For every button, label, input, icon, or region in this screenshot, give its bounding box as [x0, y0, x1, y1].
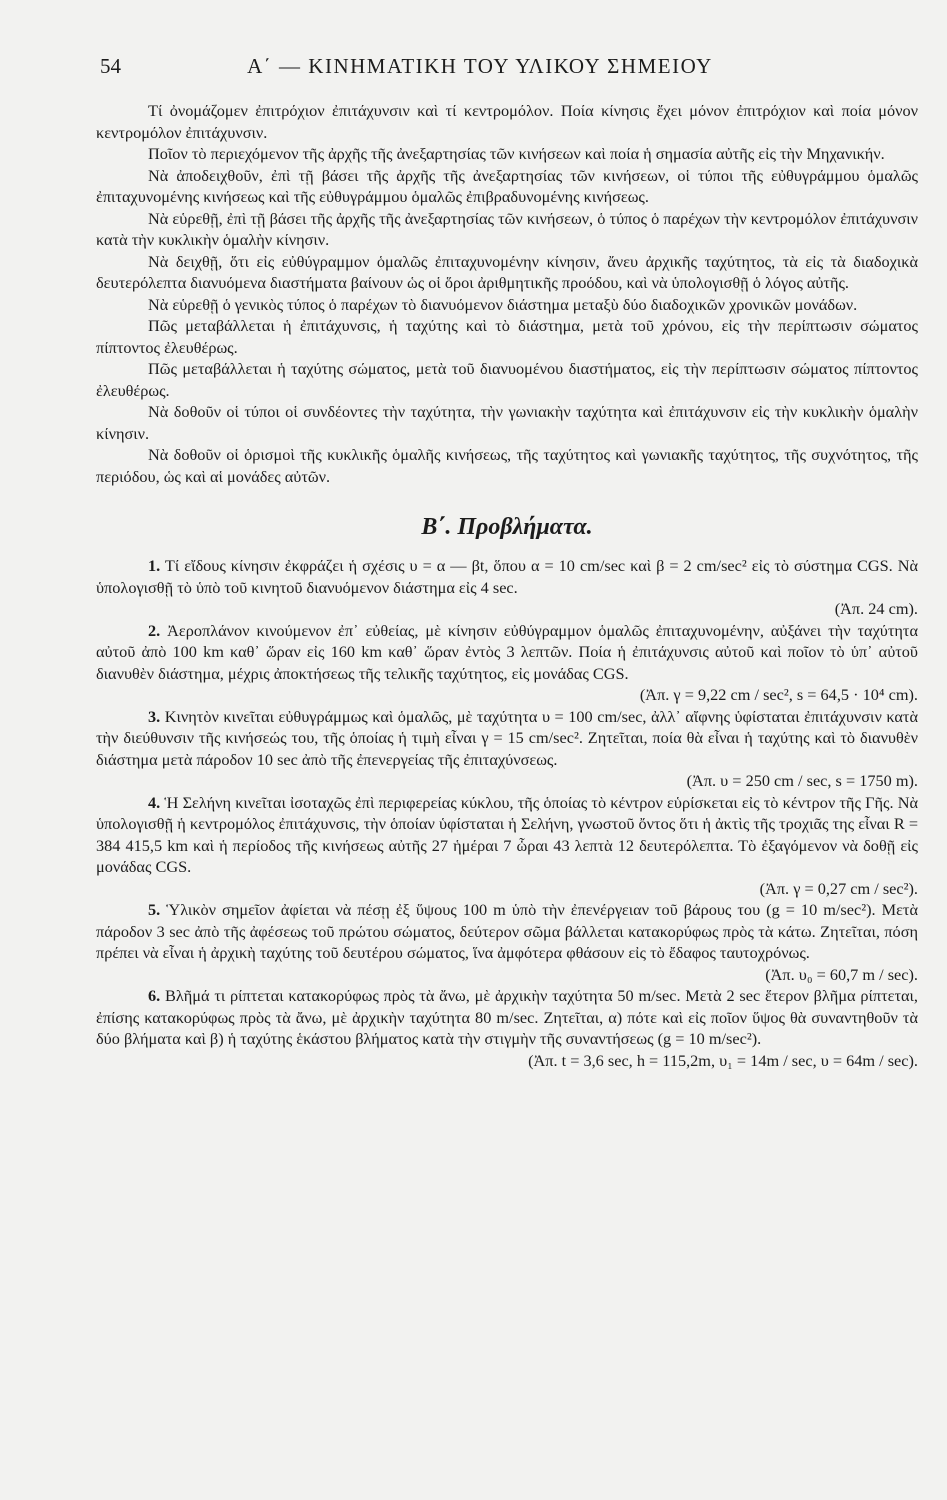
question-paragraph: Τί ὀνομάζομεν ἐπιτρόχιον ἐπιτάχυνσιν καὶ τί κεντρομόλον. Ποία κίνησις ἔχει μόνον ἐπιτρόχιον καὶ ποία μόνον κεντρομόλον ἐπιτάχυνσιν. [96, 101, 918, 142]
problem-number: 3. [148, 706, 161, 726]
problem-6 [96, 985, 918, 1050]
problem-answer: (Ἀπ. υ₀ = 60,7 m / sec). [765, 964, 918, 984]
problem-1 [96, 555, 918, 598]
problem-text: Κινητὸν κινεῖται εὐθυγράμμως καὶ ὁμαλῶς, μὲ ταχύτητα υ = 100 cm/sec, ἀλλ᾽ αἴφνης ὑφίσταται ἐπιτάχυνσιν κατὰ τὴν διεύθυνσιν τῆς κινήσεώς του, τῆς ὁποίας ἡ τιμὴ εἶναι γ = 15 cm/sec². Ζητεῖται, ποία θὰ εἶναι ἡ ταχύτης καὶ τὸ διανυθὲν διάστημα μετὰ πάροδον 10 sec ἀπὸ τῆς ἐπενεργείας τῆς ἐπιταχύνσεως. [96, 706, 919, 769]
running-title: Α΄ — ΚΙΝΗΜΑΤΙΚΗ ΤΟΥ ΥΛΙΚΟΥ ΣΗΜΕΙΟΥ [247, 54, 713, 78]
question-paragraph: Ποῖον τὸ περιεχόμενον τῆς ἀρχῆς τῆς ἀνεξαρτησίας τῶν κινήσεων καὶ ποία ἡ σημασία αὐτῆς εἰς τὴν Μηχανικήν. [148, 144, 885, 163]
question-paragraph: Νὰ δειχθῇ, ὅτι εἰς εὐθύγραμμον ὁμαλῶς ἐπιταχυνομένην κίνησιν, ἄνευ ἀρχικῆς ταχύτητος, τὰ εἰς τὰ διαδοχικὰ δευτερόλεπτα διανυόμενα διαστήματα βαίνουν ὡς οἱ ὅροι ἀριθμητικῆς προόδου, καὶ νὰ ὑπολογισθῇ ὁ λόγος αὐτῆς. [96, 251, 918, 292]
problem-text: Τί εἴδους κίνησιν ἐκφράζει ἡ σχέσις υ = α — βt, ὅπου α = 10 cm/sec καὶ β = 2 cm/sec² εἰς τὸ σύστημα CGS. Νὰ ὑπολογισθῇ τὸ ὑπὸ τοῦ κινητοῦ διανυόμενον διάστημα εἰς 4 sec. [96, 556, 918, 597]
problem-number: 6. [148, 986, 161, 1005]
question-paragraph: Νὰ εὑρεθῇ, ἐπὶ τῇ βάσει τῆς ἀρχῆς τῆς ἀνεξαρτησίας τῶν κινήσεων, ὁ τύπος ὁ παρέχων τὴν κεντρομόλον ἐπιτάχυνσιν κατὰ τὴν κυκλικὴν ὁμαλὴν κίνησιν. [96, 208, 918, 249]
problem-answer: (Ἀπ. t = 3,6 sec, h = 115,2m, υ₁ = 14m / sec, υ = 64m / sec). [528, 1050, 918, 1070]
question-paragraph: Πῶς μεταβάλλεται ἡ ἐπιτάχυνσις, ἡ ταχύτης καὶ τὸ διάστημα, μετὰ τοῦ χρόνου, εἰς τὴν περίπτωσιν σώματος πίπτοντος ἐλευθέρως. [96, 316, 918, 357]
problem-3 [96, 706, 918, 771]
problem-text: Βλῆμά τι ρίπτεται κατακορύφως πρὸς τὰ ἄνω, μὲ ἀρχικὴν ταχύτητα 50 m/sec. Μετὰ 2 sec ἕτερον βλῆμα ρίπτεται, ἐπίσης κατακορύφως πρὸς τὰ ἄνω, μὲ ἀρχικὴν ταχύτητα 80 m/sec. Ζητεῖται, α) πότε καὶ εἰς ποῖον ὕψος θὰ συναντηθοῦν τὰ δύο βλήματα καὶ β) ἡ ταχύτης ἑκάστου βλήματος κατὰ τὴν στιγμὴν τῆς συναντήσεως (g = 10 m/sec²). [96, 986, 918, 1048]
page-body [96, 100, 918, 1071]
question-paragraph: Νὰ ἀποδειχθοῦν, ἐπὶ τῇ βάσει τῆς ἀρχῆς τῆς ἀνεξαρτησίας τῶν κινήσεων, οἱ τύποι τῆς εὐθυγράμμου ὁμαλῶς ἐπιταχυνομένης κινήσεως καὶ τῆς εὐθυγράμμου ὁμαλῶς ἐπιβραδυνομένης κινήσεως. [96, 165, 918, 206]
problem-number: 4. [148, 792, 161, 812]
problem-number: 2. [148, 620, 161, 640]
page-header [100, 54, 860, 84]
problem-5 [96, 899, 918, 964]
question-paragraph: Νὰ δοθοῦν οἱ ὁρισμοὶ τῆς κυκλικῆς ὁμαλῆς κινήσεως, τῆς ταχύτητος καὶ γωνιακῆς ταχύτητος, τῆς συχνότητος, τῆς περιόδου, ὡς καὶ αἱ μονάδες αὐτῶν. [96, 445, 918, 486]
problem-text: Ἀεροπλάνον κινούμενον ἐπ᾽ εὐθείας, μὲ κίνησιν εὐθύγραμμον ὁμαλῶς ἐπιταχυνομένην, αὐξάνει τὴν ταχύτητα αὐτοῦ ἀπὸ 100 km καθ᾽ ὥραν εἰς 160 km καθ᾽ ὥραν ἐντὸς 3 λεπτῶν. Ποία ἡ ἐπιτάχυνσις αὐτοῦ καὶ ποῖον τὸ ὑπ᾽ αὐτοῦ διανυθὲν διάστημα, μέχρις ἀποκτήσεως τῆς τελικῆς ταχύτητος, εἰς μονάδας CGS. [96, 620, 918, 683]
question-paragraph: Πῶς μεταβάλλεται ἡ ταχύτης σώματος, μετὰ τοῦ διανυομένου διαστήματος, εἰς τὴν περίπτωσιν σώματος πίπτοντος ἐλευθέρως. [96, 359, 918, 400]
problem-text: Ἡ Σελήνη κινεῖται ἰσοταχῶς ἐπὶ περιφερείας κύκλου, τῆς ὁποίας τὸ κέντρον εὑρίσκεται εἰς τὸ κέντρον τῆς Γῆς. Νὰ ὑπολογισθῇ ἡ κεντρομόλος ἐπιτάχυνσις, τὴν ὁποίαν ὑφίσταται ἡ Σελήνη, γνωστοῦ ὄντος ὅτι ἡ ἀκτὶς τῆς τροχιᾶς της εἶναι R = 384 415,5 km καὶ ἡ περίοδος τῆς κινήσεως αὐτῆς 27 ἡμέραι 7 ὧραι 43 λεπτὰ 12 δευτερόλεπτα. Τὸ ἐξαγόμενον νὰ δοθῇ εἰς μονάδας CGS. [96, 792, 918, 876]
problem-answer: (Ἀπ. υ = 250 cm / sec, s = 1750 m). [686, 771, 918, 790]
question-paragraph: Νὰ δοθοῦν οἱ τύποι οἱ συνδέοντες τὴν ταχύτητα, τὴν γωνιακὴν ταχύτητα καὶ ἐπιτάχυνσιν εἰς τὴν κυκλικὴν ὁμαλὴν κίνησιν. [96, 402, 918, 443]
page-number: 54 [100, 54, 121, 78]
problem-number: 1. [148, 556, 161, 575]
problem-answer: (Ἀπ. 24 cm). [834, 599, 918, 618]
question-paragraph: Νὰ εὑρεθῇ ὁ γενικὸς τύπος ὁ παρέχων τὸ διανυόμενον διάστημα μεταξὺ δύο διαδοχικῶν χρονικῶν μονάδων. [148, 294, 858, 314]
problem-number: 5. [148, 900, 161, 919]
problem-2 [96, 620, 918, 685]
problem-text: Ὑλικὸν σημεῖον ἀφίεται νὰ πέσῃ ἐξ ὕψους 100 m ὑπὸ τὴν ἐπενέργειαν τοῦ βάρους του (g = 10 m/sec²). Μετὰ πάροδον 3 sec ἀπὸ τῆς ἀφέσεως τοῦ πρώτου σώματος, δεύτερον σῶμα βάλλεται κατακορύφως πρὸς τὰ κάτω. Ζητεῖται, πόση πρέπει νὰ εἶναι ἡ ἀρχικὴ ταχύτης τοῦ δευτέρου σώματος, ἵνα ἀμφότερα φθάσουν εἰς τὸ ἔδαφος ταυτοχρόνως. [96, 900, 918, 962]
problem-4 [96, 792, 918, 878]
section-title: Β΄. Προβλήματα. [421, 514, 593, 540]
problem-answer: (Ἀπ. γ = 0,27 cm / sec²). [759, 878, 918, 898]
problem-answer: (Ἀπ. γ = 9,22 cm / sec², s = 64,5 · 10⁴ cm). [639, 685, 918, 704]
